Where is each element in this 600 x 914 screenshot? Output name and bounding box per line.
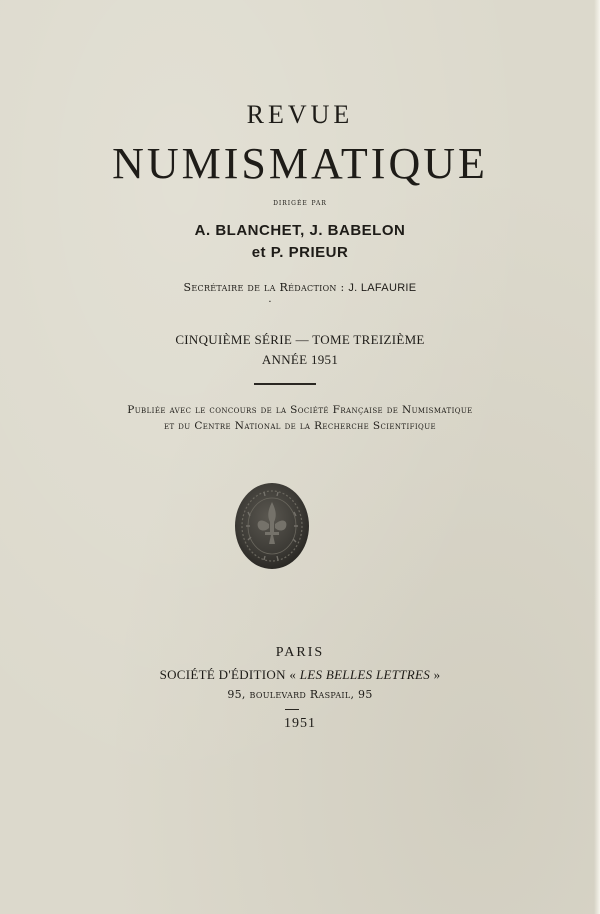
secretary-line [0,281,600,294]
series-line: CINQUIÈME SÉRIE — TOME TREIZIÈME [175,332,425,347]
title-numismatique: NUMISMATIQUE [112,139,488,188]
small-rule [285,709,299,710]
published-line-2: et du Centre National de la Recherche Scientifique [163,420,437,432]
authors-line-2: et P. PRIEUR [251,244,349,261]
ink-dot: · [268,297,272,308]
secretary-label: Secrétaire de la Rédaction : [183,281,345,294]
title-revue: REVUE [246,100,354,129]
publisher-prefix: SOCIÉTÉ D'ÉDITION « [159,667,300,682]
imprint-year: 1951 [284,716,316,731]
publisher-suffix: » [430,667,441,682]
year-line: ANNÉE 1951 [261,352,339,367]
imprint-address: 95, boulevard Raspail, 95 [227,688,373,701]
authors-line-1: A. BLANCHET, J. BABELON [194,222,406,239]
fleur-de-lis-coin-icon [234,482,310,570]
imprint-publisher [0,667,600,683]
imprint-city: PARIS [275,645,325,660]
published-line-1: Publiée avec le concours de la Société Française de Numismatique [127,404,473,416]
secretary-name: J. LAFAURIE [348,282,417,294]
divider-rule [254,383,316,385]
directed-by-label: dirigée par [273,198,327,208]
publisher-name: LES BELLES LETTRES [299,667,431,682]
